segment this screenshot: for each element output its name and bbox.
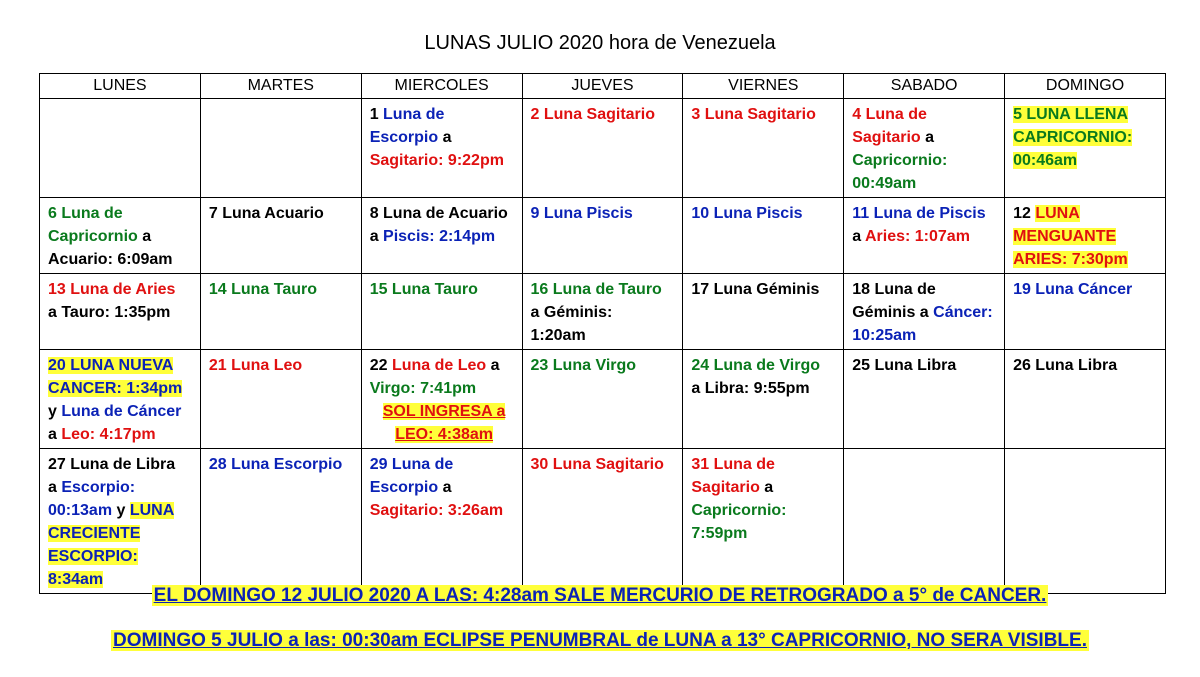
day-cell-text — [209, 354, 358, 377]
header-viernes: VIERNES — [683, 74, 844, 99]
day-cell-text — [531, 202, 680, 225]
day-cell-text — [531, 354, 680, 377]
day-text-segment: 11 Luna de Piscis — [852, 205, 986, 222]
day-cell — [40, 350, 201, 449]
day-text-segment: a — [490, 357, 500, 374]
day-cell — [522, 350, 683, 449]
eclipse-note-text: DOMINGO 5 JULIO a las: 00:30am ECLIPSE PENUMBRAL de LUNA a 13° CAPRICORNIO, NO SERA VISIBLE. — [113, 630, 1087, 651]
day-cell-text — [370, 103, 519, 172]
day-cell-text — [531, 103, 680, 126]
week-row — [40, 350, 1166, 449]
day-text-segment: a — [442, 129, 452, 146]
day-text-segment: a — [442, 479, 452, 496]
day-cell — [1005, 198, 1166, 274]
calendar-table — [39, 73, 1166, 594]
mercury-note — [0, 585, 1200, 607]
day-cell-text — [852, 202, 1001, 248]
day-cell — [40, 449, 201, 594]
day-cell-text — [1013, 354, 1162, 377]
day-text-segment: 8 Luna de Acuario a — [369, 205, 508, 245]
day-cell — [1005, 350, 1166, 449]
day-text-segment: 1 — [369, 106, 384, 123]
day-cell — [844, 198, 1005, 274]
day-cell — [40, 198, 201, 274]
day-cell — [1005, 99, 1166, 198]
day-cell — [522, 274, 683, 350]
week-row — [40, 274, 1166, 350]
day-text-segment: 14 Luna Tauro — [208, 281, 318, 298]
day-text-segment: a Libra: 9:55pm — [691, 380, 810, 397]
day-cell — [683, 198, 844, 274]
empty-day-cell — [200, 99, 361, 198]
day-text-segment: 29 Luna de Escorpio — [369, 456, 454, 496]
day-cell — [200, 449, 361, 594]
day-cell — [200, 274, 361, 350]
day-cell-text — [691, 202, 840, 225]
day-text-segment: Capricornio: 7:59pm — [691, 502, 787, 542]
day-text-segment: Cáncer: 10:25am — [852, 304, 993, 344]
day-cell-text — [48, 278, 197, 324]
day-cell — [683, 449, 844, 594]
header-domingo: DOMINGO — [1005, 74, 1166, 99]
day-cell-text — [48, 202, 197, 271]
day-cell — [361, 198, 522, 274]
day-text-segment: 10 Luna Piscis — [691, 205, 803, 222]
day-text-segment: 4 Luna de Sagitario — [852, 106, 927, 146]
day-text-segment: a — [48, 479, 57, 496]
day-text-segment: 18 Luna de Géminis a — [852, 281, 936, 321]
day-text-segment: 13 Luna de Aries — [48, 281, 176, 298]
header-sabado: SABADO — [844, 74, 1005, 99]
day-cell-text — [852, 278, 1001, 347]
day-cell-text — [691, 354, 840, 400]
day-cell — [683, 274, 844, 350]
day-cell-text — [852, 103, 1001, 195]
day-cell-text — [531, 278, 680, 347]
day-text-segment: 6 Luna de Capricornio — [48, 205, 138, 245]
day-cell — [361, 274, 522, 350]
day-cell — [522, 99, 683, 198]
empty-day-cell — [1005, 449, 1166, 594]
day-text-segment: SOL INGRESA a LEO: 4:38am — [382, 403, 506, 443]
day-text-segment: Escorpio: 00:13am — [48, 479, 136, 519]
day-cell-text — [1013, 103, 1162, 172]
day-cell-text — [370, 278, 519, 301]
day-text-segment: LUNA MENGUANTE ARIES: 7:30pm — [1013, 205, 1128, 268]
day-text-segment: 9 Luna Piscis — [530, 205, 633, 222]
day-cell — [844, 350, 1005, 449]
day-cell — [1005, 274, 1166, 350]
day-text-segment: 12 — [1013, 205, 1036, 222]
day-text-segment: Tauro: 1:35pm — [61, 304, 171, 321]
day-cell — [683, 350, 844, 449]
day-cell — [522, 198, 683, 274]
header-martes: MARTES — [200, 74, 361, 99]
day-cell-text — [370, 354, 519, 446]
header-miercoles: MIERCOLES — [361, 74, 522, 99]
day-text-segment: LUNA CRECIENTE ESCORPIO: 8:34am — [48, 502, 175, 588]
header-jueves: JUEVES — [522, 74, 683, 99]
day-text-segment: 17 Luna Géminis — [691, 281, 820, 298]
day-text-segment: 26 Luna Libra — [1013, 357, 1118, 374]
day-cell-text — [852, 354, 1001, 377]
day-text-segment: a — [48, 426, 57, 443]
day-text-segment: y — [48, 403, 57, 420]
day-text-segment: y — [112, 502, 130, 519]
day-text-segment: a — [925, 129, 935, 146]
empty-day-cell — [844, 449, 1005, 594]
day-cell-text — [1013, 278, 1162, 301]
day-cell-text — [691, 278, 840, 301]
day-text-segment: a — [48, 304, 57, 321]
day-text-segment: Luna de Cáncer — [61, 403, 182, 420]
day-text-segment: 23 Luna Virgo — [530, 357, 637, 374]
day-cell — [40, 274, 201, 350]
week-row — [40, 449, 1166, 594]
day-text-segment: 2 Luna Sagitario — [530, 106, 655, 123]
day-cell-text — [370, 202, 519, 248]
day-text-segment: Sagitario: 9:22pm — [369, 152, 504, 169]
day-text-segment: 22 — [369, 357, 392, 374]
day-text-segment: 7 Luna Acuario — [208, 205, 324, 222]
day-cell-text — [48, 453, 197, 591]
page-title: LUNAS JULIO 2020 hora de Venezuela — [424, 32, 776, 54]
day-text-segment: Luna de Leo — [391, 357, 487, 374]
day-text-segment: a — [852, 228, 862, 245]
day-cell-text — [531, 453, 680, 476]
day-text-segment: 30 Luna Sagitario — [530, 456, 664, 473]
mercury-note-text: EL DOMINGO 12 JULIO 2020 A LAS: 4:28am SALE MERCURIO DE RETROGRADO a 5° de CANCER. — [153, 585, 1047, 606]
day-cell-text — [209, 453, 358, 476]
day-text-segment: a Acuario: 6:09am — [48, 228, 173, 268]
day-cell — [522, 449, 683, 594]
day-text-segment: Virgo: 7:41pm — [369, 380, 477, 397]
day-cell-text — [48, 354, 197, 446]
day-cell — [200, 198, 361, 274]
day-text-segment: 5 LUNA LLENA CAPRICORNIO: 00:46am — [1013, 106, 1133, 169]
day-cell — [200, 350, 361, 449]
day-text-segment: 3 Luna Sagitario — [691, 106, 816, 123]
day-text-segment: Leo: 4:17pm — [61, 426, 156, 443]
header-lunes: LUNES — [40, 74, 201, 99]
day-cell-text — [370, 453, 519, 522]
day-cell-text — [209, 202, 358, 225]
day-text-segment: 24 Luna de Virgo — [691, 357, 820, 374]
day-text-segment: 31 Luna de Sagitario — [691, 456, 775, 496]
day-text-segment: Piscis: 2:14pm — [383, 228, 496, 245]
day-cell-text — [209, 278, 358, 301]
day-text-segment: 21 Luna Leo — [208, 357, 303, 374]
day-cell — [361, 350, 522, 449]
day-text-segment: a — [764, 479, 774, 496]
day-text-segment: 19 Luna Cáncer — [1013, 281, 1133, 298]
day-text-segment: Luna de Escorpio — [369, 106, 445, 146]
eclipse-note — [0, 630, 1200, 652]
day-text-segment: Aries: 1:07am — [864, 228, 970, 245]
day-cell — [844, 274, 1005, 350]
day-cell-text — [1013, 202, 1162, 271]
day-cell — [844, 99, 1005, 198]
day-text-segment: 27 Luna de Libra — [48, 456, 176, 473]
day-text-segment: 15 Luna Tauro — [369, 281, 478, 298]
day-cell — [683, 99, 844, 198]
day-cell-text — [691, 453, 840, 545]
day-text-segment: 28 Luna Escorpio — [208, 456, 343, 473]
day-cell-text — [691, 103, 840, 126]
centered-segment — [370, 400, 519, 446]
day-text-segment: Sagitario: 3:26am — [369, 502, 504, 519]
day-text-segment: 25 Luna Libra — [852, 357, 957, 374]
day-text-segment: Capricornio: 00:49am — [852, 152, 948, 192]
day-text-segment: a Géminis: 1:20am — [530, 304, 613, 344]
week-row — [40, 198, 1166, 274]
week-row — [40, 99, 1166, 198]
weekday-header-row — [40, 74, 1166, 99]
day-cell — [361, 99, 522, 198]
day-text-segment: 20 LUNA NUEVA CANCER: 1:34pm — [48, 357, 183, 397]
day-cell — [361, 449, 522, 594]
day-text-segment: 16 Luna de Tauro — [530, 281, 662, 298]
empty-day-cell — [40, 99, 201, 198]
calendar-body — [40, 99, 1166, 594]
